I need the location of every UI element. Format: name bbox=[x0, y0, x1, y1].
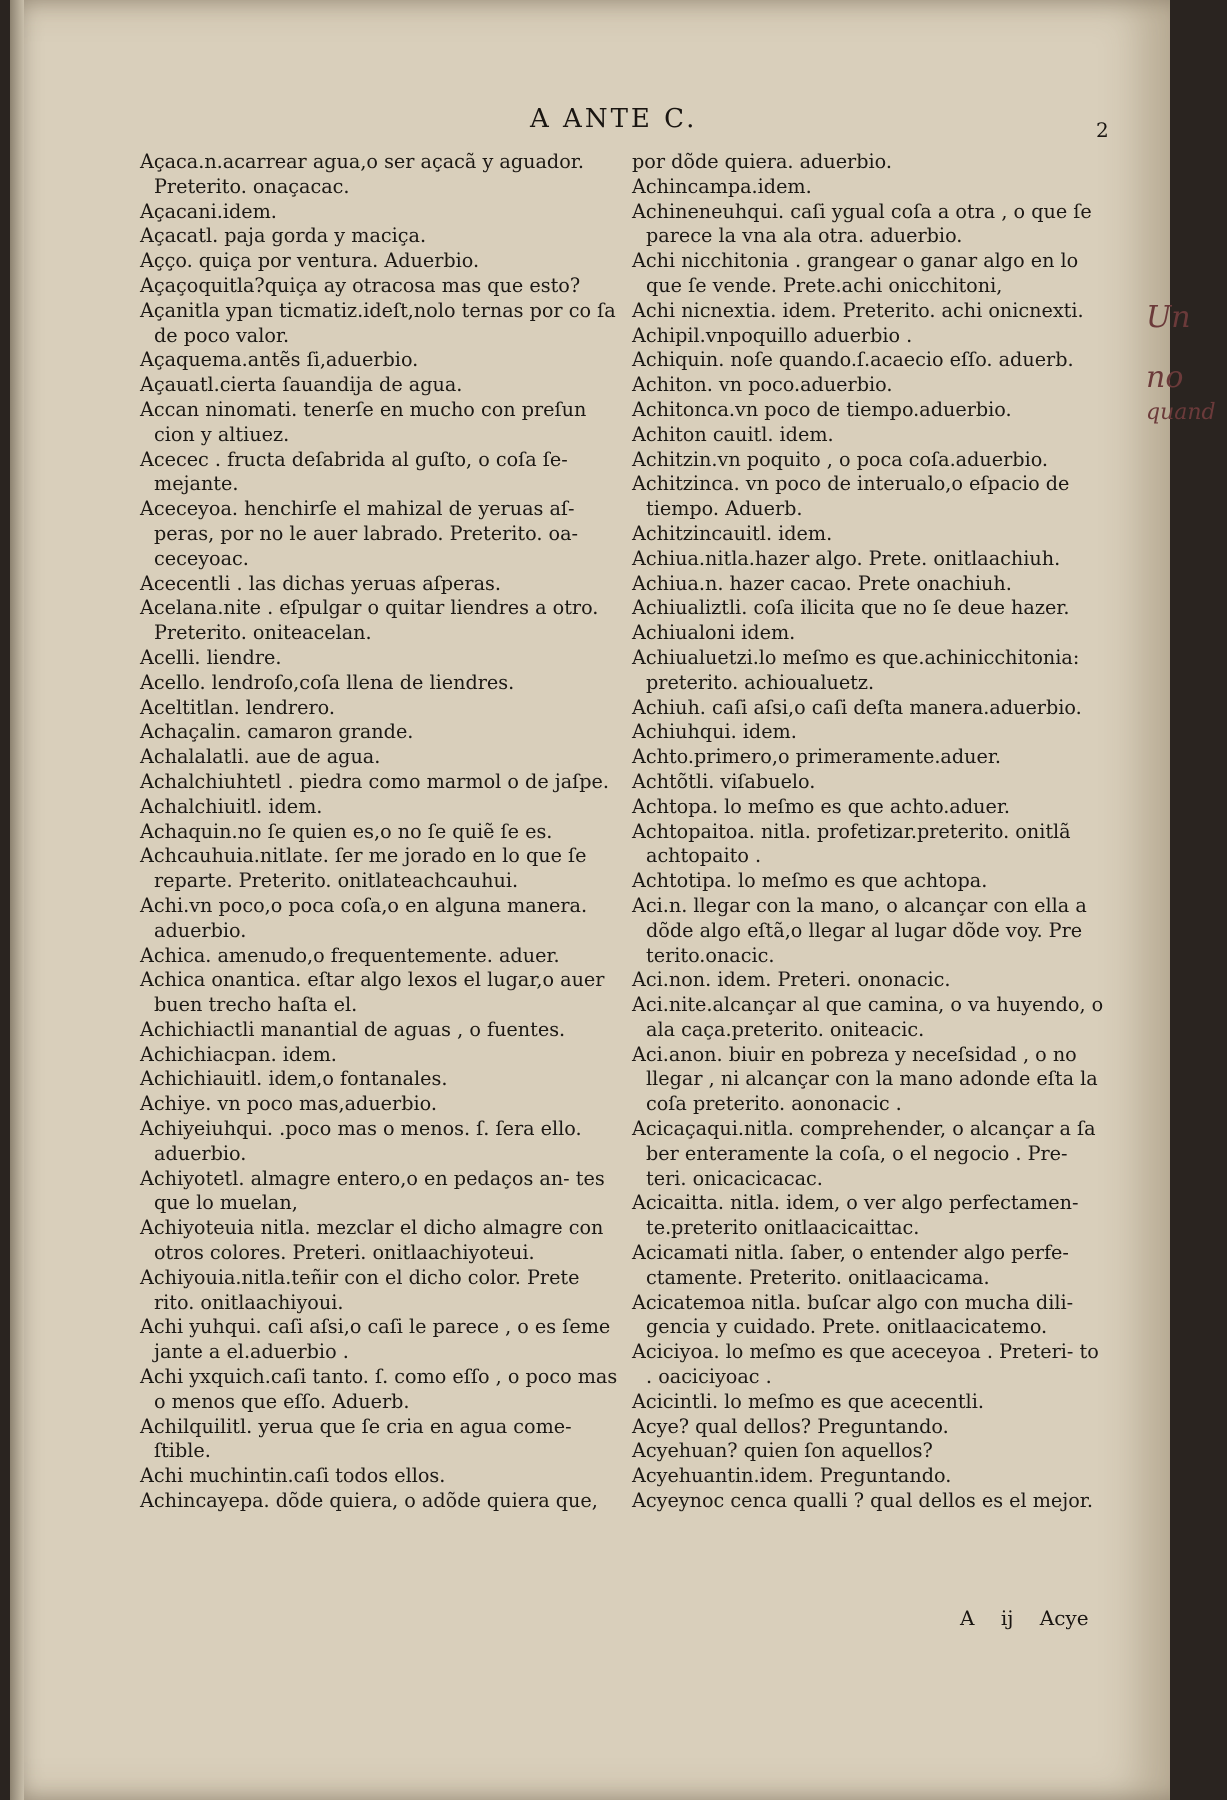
dictionary-entry: Açacani.idem. bbox=[140, 199, 277, 223]
dictionary-entry: Achalalatli. aue de agua. bbox=[140, 745, 381, 769]
dictionary-entry: por dõde quiera. aduerbio. bbox=[632, 150, 892, 173]
dictionary-entry: Achtopaitoa. nitla. profetizar.preterito. onitlã achtopaito . bbox=[632, 819, 1071, 868]
margin-note: quand bbox=[1146, 400, 1216, 425]
dictionary-entry: Achi muchintin.caſi todos ellos. bbox=[140, 1464, 446, 1488]
dictionary-entry: Achiualiztli. coſa ilicita que no ſe deue hazer. bbox=[632, 596, 1070, 620]
dictionary-entry: Açanitla ypan ticmatiz.ideſt,nolo ternas por co ſa de poco valor. bbox=[140, 298, 616, 347]
dictionary-entry: Achiyoteuia nitla. mezclar el dicho almagre con otros colores. Preteri. onitlaachiyoteui. bbox=[140, 1216, 604, 1265]
dictionary-entry: Achichiacpan. idem. bbox=[140, 1042, 337, 1066]
dictionary-entry: Acyeynoc cenca qualli ? qual dellos es el mejor. bbox=[632, 1489, 1093, 1513]
dictionary-entry: Açaçoquitla?quiça ay otracosa mas que esto? bbox=[140, 273, 581, 297]
dictionary-entry: Açaquema.antẽs ſi,aduerbio. bbox=[140, 348, 419, 372]
dictionary-entry: Achiyotetl. almagre entero,o en pedaços an- tes que lo muelan, bbox=[140, 1166, 605, 1215]
dictionary-entry: Achiuhqui. idem. bbox=[632, 720, 797, 744]
dictionary-entry: Acicaçaqui.nitla. comprehender, o alcançar a ſa ber enteramente la coſa, o el negocio . Pre- teri. onicacicacac. bbox=[632, 1117, 1096, 1190]
dictionary-entry: Aci.nite.alcançar al que camina, o va huyendo, o ala caça.preterito. oniteacic. bbox=[632, 993, 1104, 1041]
left-column bbox=[140, 150, 618, 1514]
dictionary-entry: Achincampa.idem. bbox=[632, 174, 812, 198]
dictionary-entry: Achiuh. caſi aſsi,o caſi deſta manera.aduerbio. bbox=[632, 695, 1082, 719]
dictionary-entry: Achitonca.vn poco de tiempo.aduerbio. bbox=[632, 397, 1012, 421]
dictionary-entry: Achi yxquich.caſi tanto. ſ. como eſſo , o poco mas o menos que eſſo. Aduerb. bbox=[140, 1365, 618, 1413]
dictionary-entry: Achipil.vnpoquillo aduerbio . bbox=[632, 323, 913, 347]
dictionary-entry: Achitzin.vn poquito , o poca coſa.aduerbio. bbox=[632, 447, 1049, 471]
dictionary-entry: Aci.n. llegar con la mano, o alcançar con ella a dõde algo eſtã,o llegar al lugar dõde voy. Pre terito.onacic. bbox=[632, 893, 1087, 967]
dictionary-entry: Achiualuetzi.lo meſmo es que.achinicchitonia: preterito. achioualuetz. bbox=[632, 645, 1080, 694]
dictionary-entry: Achiquin. noſe quando.ſ.acaecio eſſo. aduerb. bbox=[632, 348, 1074, 372]
dictionary-entry: Achiualoni idem. bbox=[632, 621, 796, 645]
dictionary-entry: Acello. lendroſo,coſa llena de liendres. bbox=[140, 670, 515, 694]
dictionary-entry: Achiye. vn poco mas,aduerbio. bbox=[140, 1092, 437, 1116]
dictionary-entry: Aceltitlan. lendrero. bbox=[140, 695, 335, 719]
dictionary-entry: Açaca.n.acarrear agua,o ser açacã y aguador. Preterito. onaçacac. bbox=[140, 150, 584, 198]
margin-note: Un bbox=[1146, 300, 1191, 335]
dictionary-entry: Acelli. liendre. bbox=[140, 645, 282, 669]
dictionary-entry: Aci.non. idem. Preteri. ononacic. bbox=[632, 968, 951, 992]
dictionary-entry: Achichiactli manantial de aguas , o fuentes. bbox=[140, 1017, 566, 1041]
catchword-line bbox=[960, 1606, 1109, 1630]
folio-number: 2 bbox=[1096, 118, 1109, 142]
dictionary-entry: Achineneuhqui. caſi ygual coſa a otra , o que ſe parece la vna ala otra. aduerbio. bbox=[632, 199, 1092, 248]
signature-letter: A bbox=[960, 1606, 975, 1630]
dictionary-entry: Achalchiuhtetl . piedra como marmol o de jaſpe. bbox=[140, 769, 610, 793]
dictionary-entry: Achaçalin. camaron grande. bbox=[140, 720, 414, 744]
dictionary-entry: Accan ninomati. tenerſe en mucho con preſun cion y altiuez. bbox=[140, 397, 587, 446]
dictionary-entry: Achiua.n. hazer cacao. Prete onachiuh. bbox=[632, 571, 1012, 595]
dictionary-entry: Açauatl.cierta ſauandija de agua. bbox=[140, 373, 463, 397]
dictionary-entry: Achi.vn poco,o poca coſa,o en alguna manera. aduerbio. bbox=[140, 893, 588, 942]
dictionary-entry: Achalchiuitl. idem. bbox=[140, 794, 323, 818]
dictionary-entry: Achitzinca. vn poco de interualo,o eſpacio de tiempo. Aduerb. bbox=[632, 472, 1070, 521]
dictionary-entry: Aceceyoa. henchirſe el mahizal de yeruas aſ- peras, por no le auer labrado. Preterito. oa- ceceyoac. bbox=[140, 497, 578, 570]
dictionary-entry: Acecentli . las dichas yeruas aſperas. bbox=[140, 571, 501, 595]
dictionary-entry: Açacatl. paja gorda y maciça. bbox=[140, 224, 427, 248]
dictionary-entry: Acicamati nitla. ſaber, o entender algo perfe- ctamente. Preterito. onitlaacicama. bbox=[632, 1241, 1069, 1289]
dictionary-entry: Achiton cauitl. idem. bbox=[632, 422, 834, 446]
dictionary-entry: Acelana.nite . eſpulgar o quitar liendres a otro. Preterito. oniteacelan. bbox=[140, 596, 599, 645]
dictionary-entry: Achi yuhqui. caſi aſsi,o caſi le parece , o es ſeme jante a el.aduerbio . bbox=[140, 1315, 611, 1364]
dictionary-entry: Achcauhuia.nitlate. ſer me jorado en lo que ſe reparte. Preterito. onitlateachcauhui. bbox=[140, 844, 587, 893]
dictionary-entry: Achtõtli. viſabuelo. bbox=[632, 769, 816, 793]
dictionary-entry: Acicintli. lo meſmo es que acecentli. bbox=[632, 1389, 984, 1413]
dictionary-entry: Achilquilitl. yerua que ſe cria en agua come- ſtible. bbox=[140, 1414, 572, 1463]
dictionary-entry: Achica. amenudo,o frequentemente. aduer. bbox=[140, 943, 560, 967]
dictionary-entry: Achiua.nitla.hazer algo. Prete. onitlaachiuh. bbox=[632, 546, 1061, 570]
dictionary-entry: Achichiauitl. idem,o fontanales. bbox=[140, 1067, 448, 1091]
dictionary-entry: Achiyeiuhqui. .poco mas o menos. ſ. ſera ello. aduerbio. bbox=[140, 1117, 582, 1165]
dictionary-entry: Acyehuantin.idem. Preguntando. bbox=[632, 1464, 952, 1488]
running-head: A ANTE C. bbox=[530, 104, 698, 134]
dictionary-entry: Acicaitta. nitla. idem, o ver algo perfectamen- te.preterito onitlaacicaittac. bbox=[632, 1191, 1079, 1240]
dictionary-entry: Achtopa. lo meſmo es que achto.aduer. bbox=[632, 794, 1010, 818]
dictionary-entry: Acye? qual dellos? Preguntando. bbox=[632, 1414, 949, 1438]
dictionary-entry: Achaquin.no ſe quien es,o no ſe quiẽ ſe es. bbox=[140, 819, 553, 843]
dictionary-entry: Achto.primero,o primeramente.aduer. bbox=[632, 745, 1002, 769]
right-column bbox=[632, 150, 1110, 1514]
dictionary-entry: Achi nicchitonia . grangear o ganar algo en lo que ſe vende. Prete.achi onicchitoni, bbox=[632, 249, 1079, 297]
margin-note: no bbox=[1146, 360, 1184, 395]
dictionary-entry: Acyehuan? quien ſon aquellos? bbox=[632, 1439, 933, 1463]
dictionary-entry: Açço. quiça por ventura. Aduerbio. bbox=[140, 249, 480, 273]
dictionary-entry: Achiton. vn poco.aduerbio. bbox=[632, 373, 893, 397]
binding-edge bbox=[10, 0, 24, 1800]
catchword: Acye bbox=[1039, 1606, 1089, 1630]
dictionary-entry: Acicatemoa nitla. buſcar algo con mucha dili- gencia y cuidado. Prete. onitlaacicatemo. bbox=[632, 1290, 1074, 1339]
dictionary-entry: Achiyouia.nitla.teñir con el dicho color. Prete rito. onitlaachiyoui. bbox=[140, 1265, 580, 1314]
dictionary-entry: Aci.anon. biuir en pobreza y neceſsidad , o no llegar , ni alcançar con la mano adonde eſta la coſa preterito. aononacic . bbox=[632, 1042, 1098, 1116]
dictionary-entry: Achincayepa. dõde quiera, o adõde quiera que, bbox=[140, 1489, 598, 1513]
dictionary-entry: Achi nicnextia. idem. Preterito. achi onicnexti. bbox=[632, 298, 1084, 322]
dictionary-entry: Acecec . fructa deſabrida al guſto, o coſa ſe- mejante. bbox=[140, 447, 568, 496]
book-page bbox=[10, 0, 1216, 1800]
dictionary-entry: Aciciyoa. lo meſmo es que aceceyoa . Preteri- to . oaciciyoac . bbox=[632, 1340, 1099, 1389]
signature-number: ij bbox=[1000, 1606, 1014, 1630]
dictionary-entry: Achica onantica. eſtar algo lexos el lugar,o auer buen trecho haſta el. bbox=[140, 968, 605, 1017]
dictionary-entry: Achitzincauitl. idem. bbox=[632, 521, 833, 545]
dictionary-entry: Achtotipa. lo meſmo es que achtopa. bbox=[632, 869, 988, 893]
